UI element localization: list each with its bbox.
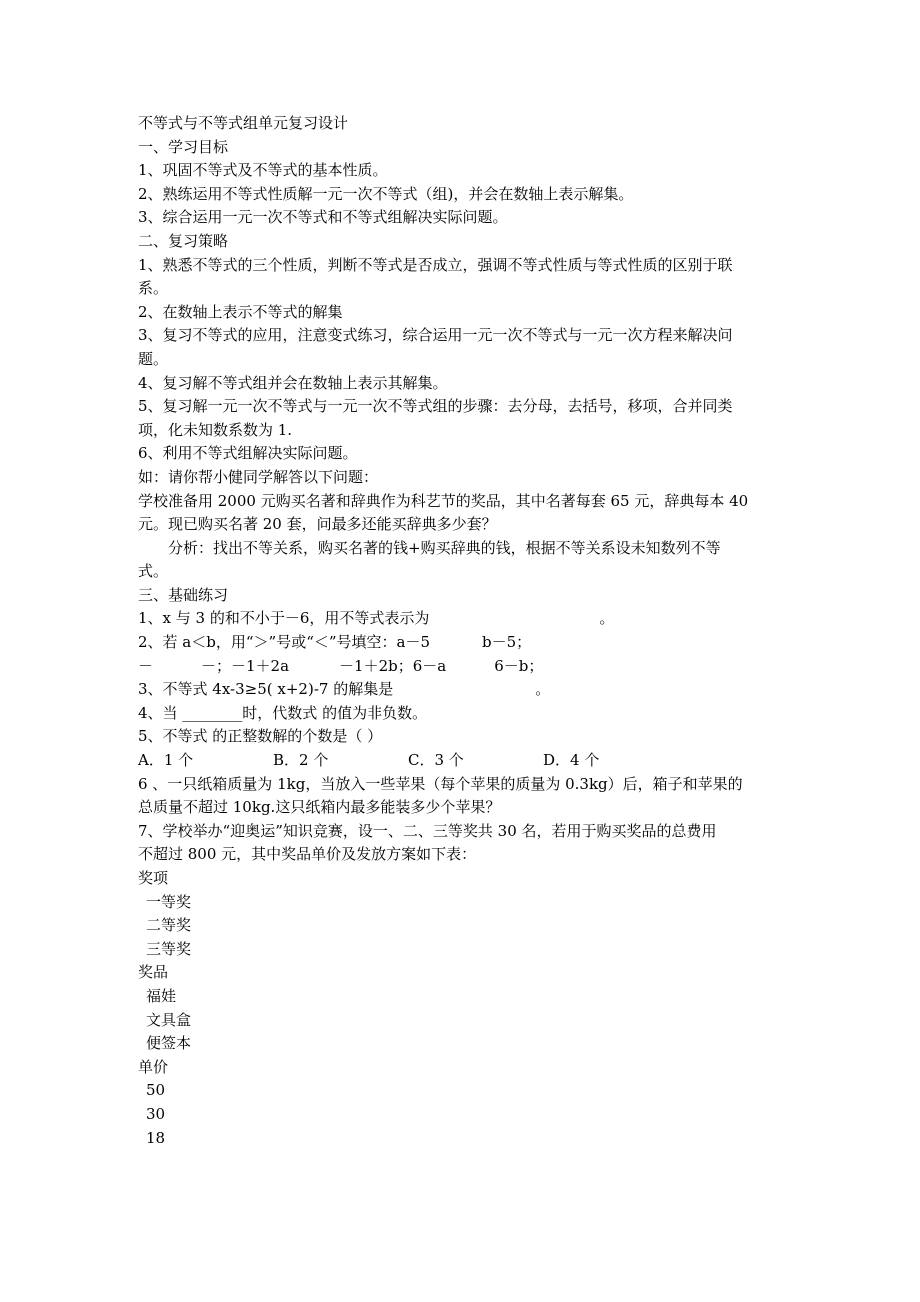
question-2-text-b: b－5； bbox=[482, 633, 532, 652]
question-2-cont bbox=[138, 655, 788, 679]
strategy-1-cont: 系。 bbox=[138, 279, 169, 298]
question-2-part-1: － bbox=[138, 656, 154, 675]
question-2-text-a: 2、若 a＜b，用“＞”号或“＜”号填空：a－5 bbox=[138, 633, 431, 652]
question-1 bbox=[138, 607, 788, 631]
price-item: 30 bbox=[146, 1104, 166, 1123]
option-c: C．3 个 bbox=[408, 751, 464, 770]
award-item: 二等奖 bbox=[146, 916, 192, 935]
table-header-prize: 奖品 bbox=[138, 963, 169, 982]
analysis-text-cont: 式。 bbox=[138, 562, 169, 581]
question-7-cont: 不超过 800 元，其中奖品单价及发放方案如下表： bbox=[138, 845, 477, 864]
section-1-heading: 一、学习目标 bbox=[138, 137, 229, 156]
strategy-5-cont: 项，化未知数系数为 1. bbox=[138, 420, 293, 439]
question-2-part-3: －1＋2b；6－a bbox=[339, 656, 447, 675]
question-6-cont: 总质量不超过 10kg.这只纸箱内最多能装多少个苹果？ bbox=[138, 798, 501, 817]
question-1-text: 1、x 与 3 的和不小于－6，用不等式表示为 bbox=[138, 609, 430, 628]
strategy-1: 1、熟悉不等式的三个性质，判断不等式是否成立，强调不等式性质与等式性质的区别于联 bbox=[138, 255, 733, 274]
question-7: 7、学校举办“迎奥运”知识竞赛，设一、二、三等奖共 30 名，若用于购买奖品的总费用 bbox=[138, 821, 717, 840]
strategy-3-cont: 题。 bbox=[138, 349, 169, 368]
strategy-2: 2、在数轴上表示不等式的解集 bbox=[138, 302, 343, 321]
goal-1: 1、巩固不等式及不等式的基本性质。 bbox=[138, 161, 388, 180]
price-item: 18 bbox=[146, 1128, 166, 1147]
award-item: 一等奖 bbox=[146, 892, 192, 911]
strategy-4: 4、复习解不等式组并会在数轴上表示其解集。 bbox=[138, 373, 448, 392]
question-4: 4、当 ________时，代数式 的值为非负数。 bbox=[138, 703, 428, 722]
strategy-6: 6、利用不等式组解决实际问题。 bbox=[138, 444, 358, 463]
price-item: 50 bbox=[146, 1081, 166, 1100]
question-3-end: 。 bbox=[535, 680, 551, 699]
section-3-heading: 三、基础练习 bbox=[138, 585, 229, 604]
question-3 bbox=[138, 678, 788, 702]
question-2 bbox=[138, 631, 788, 655]
option-d: D．4 个 bbox=[543, 751, 600, 770]
prize-item: 文具盒 bbox=[146, 1010, 192, 1029]
option-a: A．1 个 bbox=[138, 751, 194, 770]
goal-2: 2、熟练运用不等式性质解一元一次不等式（组)，并会在数轴上表示解集。 bbox=[138, 184, 634, 203]
document-page bbox=[138, 112, 788, 1150]
section-2-heading: 二、复习策略 bbox=[138, 231, 229, 250]
question-3-text: 3、不等式 4x-3≥5( x+2)-7 的解集是 bbox=[138, 680, 394, 699]
table-header-award: 奖项 bbox=[138, 869, 169, 887]
example-text-cont: 元。现已购买名著 20 套，问最多还能买辞典多少套？ bbox=[138, 515, 497, 534]
strategy-3: 3、复习不等式的应用，注意变式练习，综合运用一元一次不等式与一元一次方程来解决问 bbox=[138, 326, 733, 345]
example-text: 学校准备用 2000 元购买名著和辞典作为科艺节的奖品，其中名著每套 65 元，辞典每本 40 bbox=[138, 491, 749, 510]
table-header-price: 单价 bbox=[138, 1057, 169, 1076]
question-2-part-4: 6－b； bbox=[494, 656, 544, 675]
award-item: 三等奖 bbox=[146, 939, 192, 958]
question-2-part-2: －；－1＋2a bbox=[201, 656, 290, 675]
analysis-text: 分析：找出不等关系，购买名著的钱+购买辞典的钱，根据不等关系设未知数列不等 bbox=[168, 538, 721, 557]
goal-3: 3、综合运用一元一次不等式和不等式组解决实际问题。 bbox=[138, 208, 508, 227]
question-5-options bbox=[138, 749, 788, 773]
strategy-5: 5、复习解一元一次不等式与一元一次不等式组的步骤：去分母，去括号，移项，合并同类 bbox=[138, 397, 733, 416]
question-1-end: 。 bbox=[599, 609, 615, 628]
prize-item: 便签本 bbox=[146, 1034, 192, 1053]
prize-item: 福娃 bbox=[146, 986, 177, 1005]
question-5: 5、不等式 的正整数解的个数是（ ） bbox=[138, 727, 383, 746]
document-title: 不等式与不等式组单元复习设计 bbox=[138, 114, 349, 132]
option-b: B．2 个 bbox=[273, 751, 329, 770]
question-6: 6 、一只纸箱质量为 1kg，当放入一些苹果（每个苹果的质量为 0.3kg）后，箱子和苹果的 bbox=[138, 774, 743, 793]
example-intro: 如：请你帮小健同学解答以下问题： bbox=[138, 467, 379, 486]
